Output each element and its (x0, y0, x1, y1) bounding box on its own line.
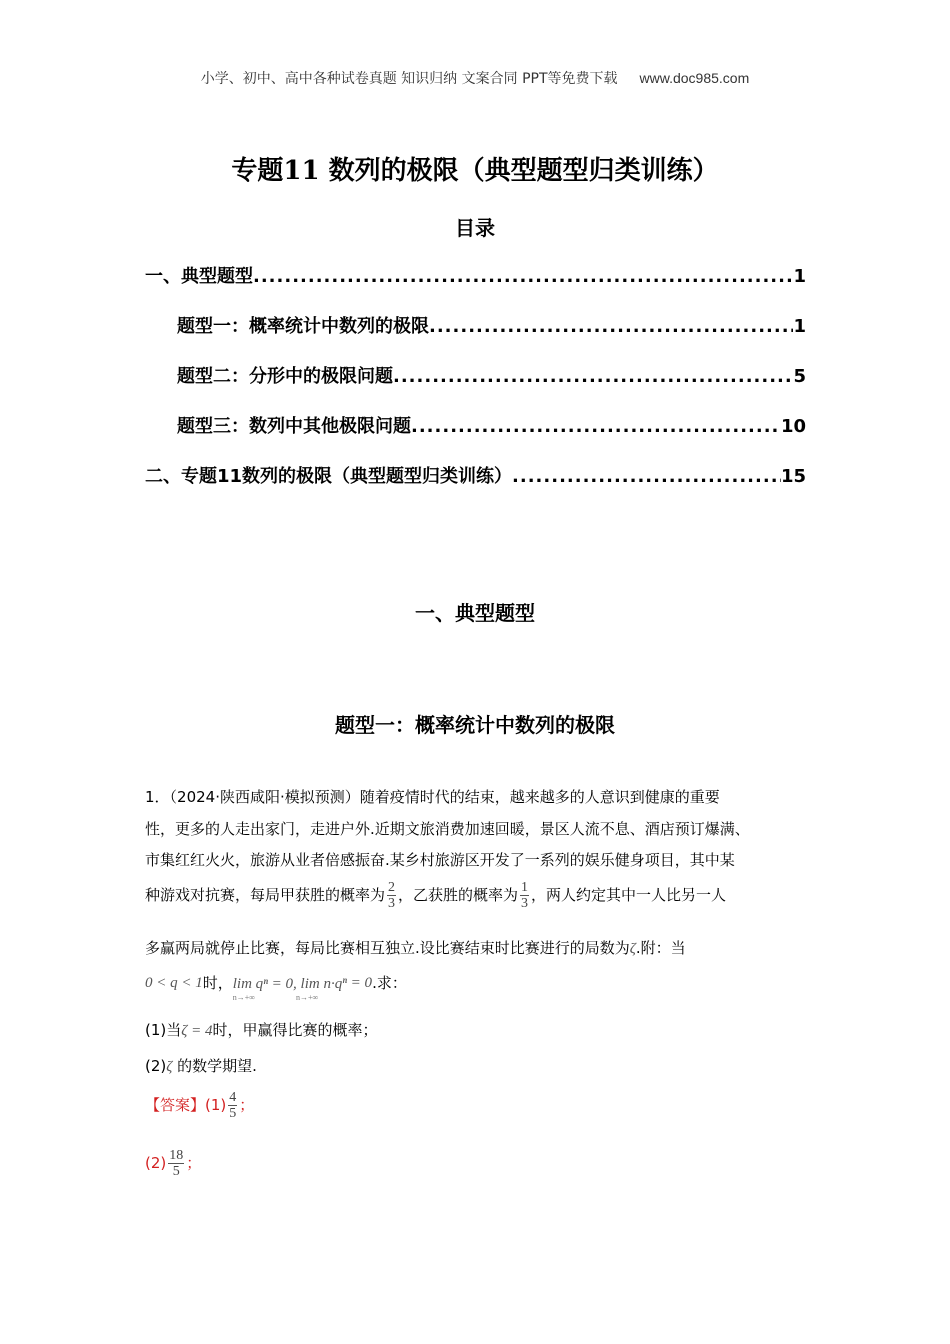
toc-page: 1 (793, 316, 806, 337)
limit-expression: ⁿ = 0, lim n·q n→+∞ (263, 976, 343, 1002)
document-title: 专题11 数列的极限（典型题型归类训练） (231, 156, 719, 186)
page-header (0, 68, 950, 88)
toc-item[interactable] (177, 312, 806, 338)
toc-item[interactable] (145, 462, 806, 488)
limit-expression: lim q n→+∞ (232, 976, 264, 1002)
toc-label: 题型一：概率统计中数列的极限 (177, 316, 429, 337)
question-1: (1)当ζ = 4时，甲赢得比赛的概率； (145, 1021, 378, 1039)
toc-label: 题型三：数列中其他极限问题 (177, 416, 411, 437)
toc-leader (253, 266, 793, 287)
section-heading: 一、典型题型 (415, 601, 535, 625)
toc-item[interactable] (145, 262, 806, 288)
toc-leader (411, 416, 781, 437)
fraction: $\frac{2}{3}$ (388, 880, 396, 911)
problem-line: 种游戏对抗赛，每局甲获胜的概率为 $\frac{2}{3}$ ，乙获胜的概率为 $\frac{1}{3}$ ，两人约定其中一人比另一人 (145, 880, 727, 911)
toc-heading: 目录 (455, 216, 495, 240)
answer-1: 【答案】(1) $\frac{4}{5}$ ； (145, 1090, 255, 1121)
header-text: 小学、初中、高中各种试卷真题 知识归纳 文案合同 PPT等免费下载 (200, 71, 618, 87)
toc-item[interactable] (177, 412, 806, 438)
answer-2: (2) $\frac{18}{5}$ ； (145, 1148, 202, 1179)
toc-page: 1 (793, 266, 806, 287)
problem-line: 多赢两局就停止比赛，每局比赛相互独立.设比赛结束时比赛进行的局数为ζ.附：当 (145, 939, 686, 957)
subsection-heading: 题型一：概率统计中数列的极限 (335, 713, 615, 737)
toc-page: 10 (780, 416, 806, 437)
fraction: $\frac{4}{5}$ (229, 1090, 237, 1121)
problem-line: 市集红红火火，旅游从业者倍感振奋.某乡村旅游区开发了一系列的娱乐健身项目，其中某 (145, 851, 735, 869)
toc-leader (393, 366, 793, 387)
toc-label: 二、专题11数列的极限（典型题型归类训练） (145, 466, 513, 487)
fraction: $\frac{18}{5}$ (169, 1148, 184, 1179)
problem-line: 0 < q < 1时，lim q n→+∞ ⁿ = 0, lim n·q n→+∞ ⁿ = 0.求： (145, 974, 407, 1002)
toc-leader (512, 466, 781, 487)
problem-line: 1．（2024·陕西咸阳·模拟预测）随着疫情时代的结束，越来越多的人意识到健康的重要 (145, 788, 720, 806)
toc-page: 15 (780, 466, 806, 487)
question-2: (2)ζ 的数学期望. (145, 1057, 257, 1075)
toc-leader (429, 316, 793, 337)
header-url[interactable]: www.doc985.com (639, 70, 750, 86)
problem-line: 性，更多的人走出家门，走进户外.近期文旅消费加速回暖，景区人流不息、酒店预订爆满、 (145, 820, 750, 838)
toc-item[interactable] (177, 362, 806, 388)
toc-label: 一、典型题型 (145, 266, 253, 287)
fraction: $\frac{1}{3}$ (521, 880, 529, 911)
toc-label: 题型二：分形中的极限问题 (177, 366, 393, 387)
toc-page: 5 (793, 366, 806, 387)
